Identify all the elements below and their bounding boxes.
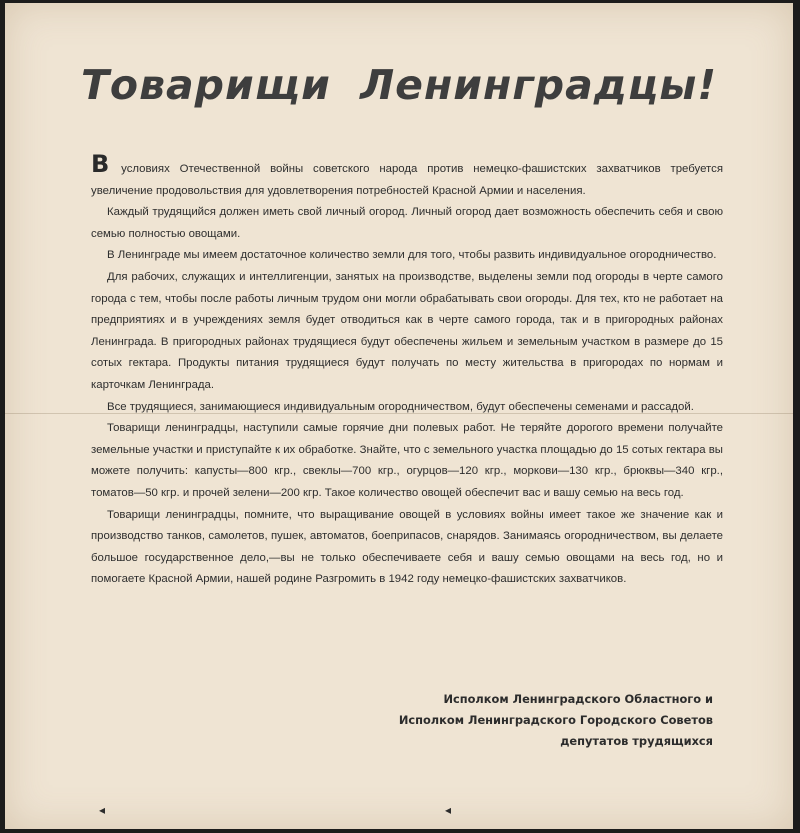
signature-block [399,689,713,752]
poster-body [91,150,723,591]
paragraph-5: Все трудящиеся, занимающиеся индивидуальным огородничеством, будут обеспечены семенами и рассадой. [107,400,694,413]
paragraph-4: Для рабочих, служащих и интеллигенции, занятых на производстве, выделены земли под огороды в черте самого города с тем, чтобы после работы личным трудом они могли обрабатывать свои огороды. Для тех, кто не работает на предприятиях и в учреждениях земля будет отводиться как в черте самого города, так и в пригородных районах Ленинграда. В пригородных районах трудящиеся будут обеспечены жильем и земельным участком в размере до 15 сотых гектара. Продукты питания трудящиеся будут получать по месту жительства в пригородах по нормам и карточкам Ленинграда. [91,270,723,391]
paragraph-1 [91,150,723,202]
print-mark-center: ◂ [445,803,452,817]
print-mark-left: ◂ [99,803,106,817]
paragraph-6: Товарищи ленинградцы, наступили самые горячие дни полевых работ. Не теряйте дорогого времени получайте земельные участки и приступайте к их обработке. Знайте, что с земельного участка площадью до 15 сотых гектара вы можете получить: капусты—800 кгр., свеклы—700 кгр., огурцов—120 кгр., моркови—130 кгр., брюквы—340 кгр., томатов—50 кгр. и прочей зелени—200 кгр. Такое количество овощей обеспечит вас и вашу семью на весь год. [91,422,723,499]
drop-cap: В [91,150,110,178]
paragraph-7: Товарищи ленинградцы, помните, что выращивание овощей в условиях войны имеет такое же значение как и производство танков, самолетов, пушек, автоматов, боеприпасов, снарядов. Занимаясь огородничеством, вы делаете большое государственное дело,—вы не только обеспечиваете себя и вашу семью овощами на весь год, но и помогаете Красной Армии, нашей родине Разгромить в 1942 году немецко-фашистских захватчиков. [91,508,723,586]
poster-title: Товарищи Ленинградцы! [80,61,718,109]
paragraph-2: Каждый трудящийся должен иметь свой личный огород. Личный огород дает возможность обеспечить себя и свою семью полностью овощами. [91,206,723,240]
poster-sheet [5,3,793,829]
paragraph-1-text: условиях Отечественной войны советского народа против немецко-фашистских захватчиков требуется увеличение продовольствия для удовлетворения потребностей Красной Армии и населения. [91,163,723,197]
signature-line-1: Исполком Ленинградского Областного и [443,692,713,706]
signature-line-3: депутатов трудящихся [560,734,713,748]
signature-line-2: Исполком Ленинградского Городского Советов [398,713,713,727]
paragraph-3: В Ленинграде мы имеем достаточное количество земли для того, чтобы развить индивидуальное огородничество. [107,249,717,262]
